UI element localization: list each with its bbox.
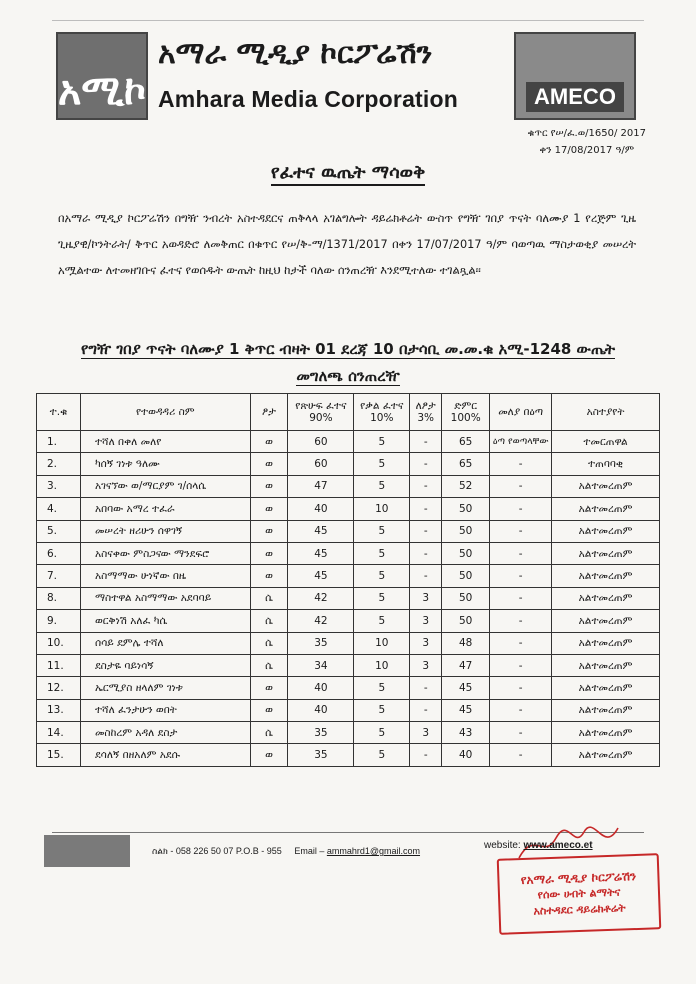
column-header: ተ.ቁ: [37, 394, 81, 431]
table-cell: 13.: [37, 699, 81, 721]
table-cell: -: [410, 744, 442, 766]
table-row: [37, 677, 660, 699]
table-cell: -: [410, 453, 442, 475]
table-cell: 5: [354, 744, 410, 766]
table-cell: አልተመረጠም: [552, 744, 660, 766]
announcement-body: በአማራ ሚዲያ ኮርፖሬሽን በግዥ ንብረት አስተዳደርና ጠቅላላ አገልግሎት ዳይሬክቶሬት ውስጥ የግዥ ገበያ ጥናት ባለሙያ 1 የረጅም ጊዜ ጊዜያዊ/ኮንትራት/ ቅጥር አወዳድሮ ለመቅጠር በቁጥር የሠ/ቅ-ማ/1371/2017 በቀን 17/07/2017 ዓ/ም ባወጣዉ ማስታወቂያ መሠረት አሟልተው ለተመዘገቡና ፈተና የወሰዱት ውጤት ከዚህ ከታች ባለው ሰንጠረዥ እንደሚተለው ተገልጿል፡፡: [58, 212, 636, 277]
table-cell: 6.: [37, 542, 81, 564]
footer-email[interactable]: ammahrd1@gmail.com: [326, 846, 421, 856]
table-cell: 65: [442, 431, 490, 453]
table-cell: -: [410, 431, 442, 453]
table-cell: 14.: [37, 722, 81, 744]
table-cell: 50: [442, 498, 490, 520]
org-name-english: Amhara Media Corporation: [158, 86, 459, 112]
stamp-line2: የሰው ሀብት ልማትና: [537, 885, 621, 902]
reference-date: ቀን 17/08/2017 ዓ/ም: [539, 145, 635, 156]
table-cell: 50: [442, 520, 490, 542]
table-cell: አበባው አማረ ተፈራ: [80, 498, 250, 520]
table-cell: 43: [442, 722, 490, 744]
table-cell: 50: [442, 610, 490, 632]
table-cell: ወርቅነሽ አለፈ ካሴ: [80, 610, 250, 632]
table-cell: ተመርጠዋል: [552, 431, 660, 453]
column-header: መለያ በዕጣ: [490, 394, 552, 431]
amico-logo: [56, 32, 148, 120]
table-cell: 5: [354, 542, 410, 564]
table-cell: 50: [442, 565, 490, 587]
logo-left-text: አሚኮ: [57, 67, 147, 114]
table-cell: 7.: [37, 565, 81, 587]
table-cell: 5: [354, 677, 410, 699]
table-row: [37, 565, 660, 587]
table-cell: 45: [288, 520, 354, 542]
table-cell: 60: [288, 431, 354, 453]
header-divider: [52, 20, 644, 21]
table-cell: አልተመረጠም: [552, 722, 660, 744]
table-cell: ሴ: [250, 632, 288, 654]
table-cell: ወ: [250, 677, 288, 699]
table-row: [37, 475, 660, 497]
org-name-amharic: አማራ ሚዲያ ኮርፖሬሽን: [158, 36, 433, 71]
table-cell: -: [490, 453, 552, 475]
table-row: [37, 498, 660, 520]
table-cell: አልተመረጠም: [552, 520, 660, 542]
table-title-line2: መግለጫ ሰንጠረዥ: [296, 367, 400, 385]
table-cell: አልተመረጠም: [552, 475, 660, 497]
table-cell: 1.: [37, 431, 81, 453]
table-cell: -: [490, 632, 552, 654]
table-row: [37, 744, 660, 766]
table-cell: -: [410, 475, 442, 497]
table-cell: 65: [442, 453, 490, 475]
table-cell: 5: [354, 699, 410, 721]
table-cell: ሴ: [250, 610, 288, 632]
footer-website-label: website:: [484, 840, 521, 851]
ameco-logo: [514, 32, 636, 120]
table-cell: 15.: [37, 744, 81, 766]
footer-pobox: P.O.B - 955: [235, 846, 282, 856]
table-row: [37, 610, 660, 632]
document-title-text: የፈተና ዉጤት ማሳወቅ: [271, 162, 425, 186]
table-cell: 3.: [37, 475, 81, 497]
table-cell: 45: [288, 542, 354, 564]
table-cell: 5: [354, 453, 410, 475]
table-cell: ሴ: [250, 654, 288, 676]
footer-gray-block: [44, 835, 130, 867]
table-row: [37, 587, 660, 609]
table-cell: መሠረት ዘሪሁን ሰዋገኝ: [80, 520, 250, 542]
table-cell: አልተመረጠም: [552, 677, 660, 699]
table-cell: አልተመረጠም: [552, 565, 660, 587]
column-header: የተወዳዳሪ ስም: [80, 394, 250, 431]
table-cell: አልተመረጠም: [552, 632, 660, 654]
table-cell: አስማማው ሁነኛው በዜ: [80, 565, 250, 587]
table-cell: 8.: [37, 587, 81, 609]
table-cell: ተሻለ ፈንታሁን ወበት: [80, 699, 250, 721]
table-cell: -: [410, 565, 442, 587]
table-cell: 42: [288, 587, 354, 609]
table-cell: -: [490, 654, 552, 676]
table-row: [37, 722, 660, 744]
table-cell: ወ: [250, 744, 288, 766]
table-cell: 5: [354, 565, 410, 587]
table-cell: ደሳለኝ በዘአለም አደሱ: [80, 744, 250, 766]
table-cell: ወ: [250, 475, 288, 497]
table-cell: አልተመረጠም: [552, 498, 660, 520]
table-row: [37, 654, 660, 676]
footer-phone: ስልክ - 058 226 50 07: [152, 846, 234, 856]
table-row: [37, 699, 660, 721]
table-cell: ሰሳይ ደምሌ ተሻለ: [80, 632, 250, 654]
table-cell: 47: [288, 475, 354, 497]
table-cell: 60: [288, 453, 354, 475]
table-cell: 40: [288, 498, 354, 520]
table-cell: 42: [288, 610, 354, 632]
column-header: ድምር 100%: [442, 394, 490, 431]
table-cell: -: [490, 520, 552, 542]
table-title-line1: የግዥ ገበያ ጥናት ባለሙያ 1 ቅጥር ብዛት 01 ደረጃ 10 በታሳቢ መ.መ.ቁ አሚ-1248 ውጤት: [81, 340, 615, 358]
table-cell: አስናቀው ምስጋናው ማንደፍሮ: [80, 542, 250, 564]
table-cell: 47: [442, 654, 490, 676]
table-header-row: [37, 394, 660, 431]
table-cell: 11.: [37, 654, 81, 676]
table-cell: 3: [410, 722, 442, 744]
table-cell: አልተመረጠም: [552, 542, 660, 564]
table-cell: አልተመረጠም: [552, 610, 660, 632]
table-cell: 40: [288, 677, 354, 699]
table-cell: 3: [410, 632, 442, 654]
column-header: የቃል ፈተና 10%: [354, 394, 410, 431]
table-cell: 45: [442, 699, 490, 721]
table-cell: ደስታዬ ባይነሳኝ: [80, 654, 250, 676]
table-cell: አልተመረጠም: [552, 654, 660, 676]
table-cell: -: [410, 520, 442, 542]
table-cell: 35: [288, 632, 354, 654]
table-cell: አልተመረጠም: [552, 699, 660, 721]
table-cell: 10: [354, 632, 410, 654]
table-cell: 35: [288, 744, 354, 766]
table-cell: ማስተዋል አስማማው አደባባይ: [80, 587, 250, 609]
table-cell: አልተመረጠም: [552, 587, 660, 609]
table-cell: 50: [442, 542, 490, 564]
table-row: [37, 542, 660, 564]
table-row: [37, 453, 660, 475]
table-cell: 45: [442, 677, 490, 699]
table-cell: ወ: [250, 699, 288, 721]
table-cell: ተሻለ በቀለ መለየ: [80, 431, 250, 453]
table-cell: ወ: [250, 565, 288, 587]
official-stamp: [497, 853, 662, 935]
table-cell: ካሰኝ ገነቱ ዓለሙ: [80, 453, 250, 475]
table-cell: 5.: [37, 520, 81, 542]
table-cell: 2.: [37, 453, 81, 475]
table-cell: -: [490, 699, 552, 721]
table-cell: -: [490, 677, 552, 699]
table-cell: -: [490, 722, 552, 744]
table-cell: ኤርሚያስ ዘላለም ገነቱ: [80, 677, 250, 699]
table-cell: ወ: [250, 520, 288, 542]
table-cell: 3: [410, 610, 442, 632]
logo-right-text: AMECO: [526, 82, 624, 112]
table-cell: 34: [288, 654, 354, 676]
table-cell: 10: [354, 654, 410, 676]
reference-block: [528, 125, 646, 159]
table-cell: 35: [288, 722, 354, 744]
table-cell: 3: [410, 654, 442, 676]
column-header: ፆታ: [250, 394, 288, 431]
table-cell: 5: [354, 431, 410, 453]
table-cell: -: [490, 542, 552, 564]
results-table: [36, 393, 660, 767]
table-row: [37, 431, 660, 453]
table-cell: ወ: [250, 431, 288, 453]
table-title: [0, 336, 696, 390]
document-title: [0, 162, 696, 183]
table-cell: ሴ: [250, 587, 288, 609]
table-cell: -: [490, 610, 552, 632]
table-cell: 12.: [37, 677, 81, 699]
table-cell: -: [490, 475, 552, 497]
table-cell: 10: [354, 498, 410, 520]
stamp-line3: አስተዳደር ዳይሬክቶሬት: [533, 901, 626, 918]
table-cell: 45: [288, 565, 354, 587]
table-cell: -: [410, 542, 442, 564]
table-cell: 3: [410, 587, 442, 609]
table-cell: ወ: [250, 498, 288, 520]
table-cell: 5: [354, 610, 410, 632]
table-cell: 4.: [37, 498, 81, 520]
table-cell: አገናኘው ወ/ማርያም ገ/ሰላሴ: [80, 475, 250, 497]
table-cell: ወ: [250, 453, 288, 475]
table-cell: -: [490, 587, 552, 609]
table-row: [37, 520, 660, 542]
table-cell: ሴ: [250, 722, 288, 744]
table-cell: -: [490, 565, 552, 587]
table-cell: 10.: [37, 632, 81, 654]
table-body: [37, 431, 660, 767]
table-cell: -: [490, 498, 552, 520]
table-cell: 5: [354, 475, 410, 497]
column-header: የጽሁፍ ፈተና 90%: [288, 394, 354, 431]
table-cell: -: [410, 498, 442, 520]
table-cell: 50: [442, 587, 490, 609]
table-cell: መስከረም አዳለ ደስታ: [80, 722, 250, 744]
table-cell: -: [410, 699, 442, 721]
table-cell: 5: [354, 722, 410, 744]
footer-website-block: [484, 840, 593, 851]
table-cell: ወ: [250, 542, 288, 564]
footer-email-label: Email –: [294, 846, 325, 856]
table-cell: -: [490, 744, 552, 766]
table-cell: 48: [442, 632, 490, 654]
column-header: ለፆታ 3%: [410, 394, 442, 431]
table-cell: ተጠባባቂ: [552, 453, 660, 475]
footer-website-link[interactable]: www.ameco.et: [523, 840, 593, 851]
table-cell: 9.: [37, 610, 81, 632]
table-cell: -: [410, 677, 442, 699]
reference-number: ቁጥር የሠ/ፈ.ወ/1650/ 2017: [527, 128, 646, 139]
table-cell: 5: [354, 520, 410, 542]
table-cell: 52: [442, 475, 490, 497]
table-cell: 5: [354, 587, 410, 609]
table-cell: 40: [442, 744, 490, 766]
column-header: አስተያየት: [552, 394, 660, 431]
table-row: [37, 632, 660, 654]
stamp-line1: የአማራ ሚዲያ ኮርፖሬሽን: [520, 868, 637, 888]
table-cell: ዕጣ የወጣላቸው: [490, 431, 552, 453]
footer-contact: [152, 846, 420, 857]
table-cell: 40: [288, 699, 354, 721]
